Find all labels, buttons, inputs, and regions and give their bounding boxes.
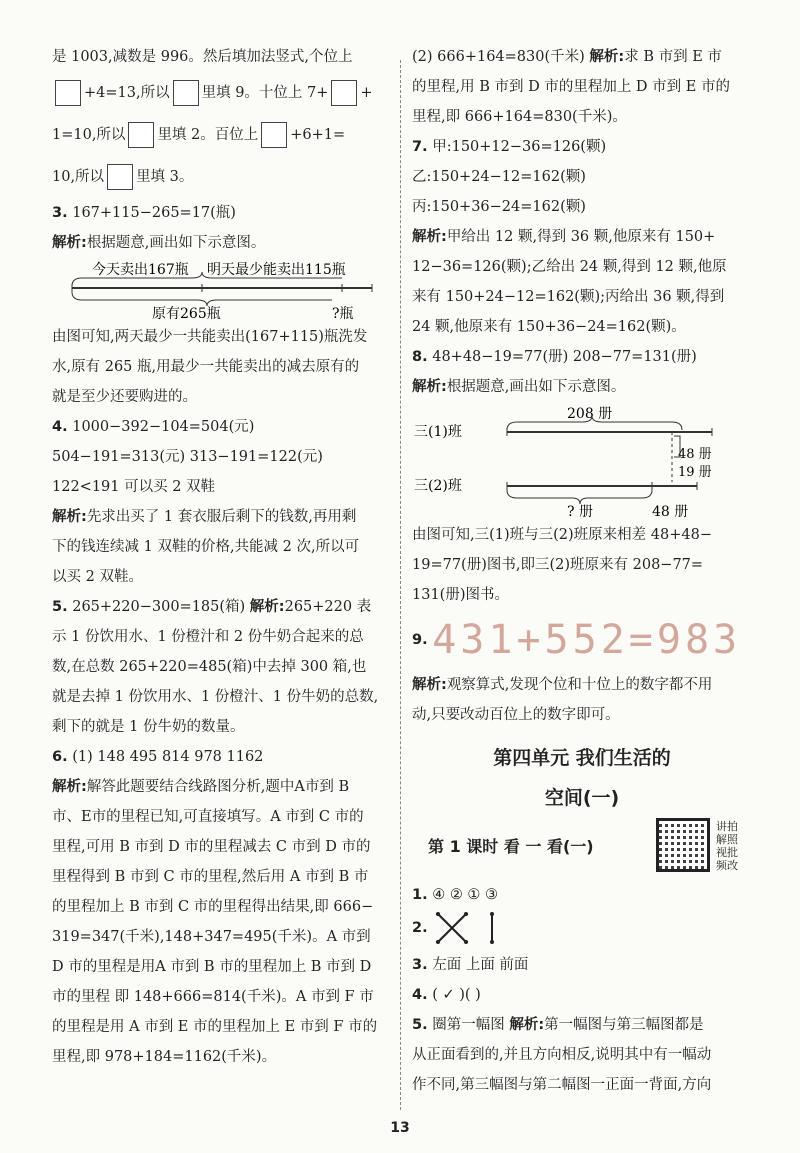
- matchstick-equation: 431+552=983: [432, 617, 742, 663]
- q3-diagram: [52, 258, 390, 322]
- right-column: (2) 666+164=830(千米) 解析:求 B 市到 E 市 的里程,用 B 市到 D 市的里程加上 D 市到 E 市的 里程,即 666+164=830(千米)。 7. 甲:150+12−36=126(颗) 乙:150+24−12=162(颗) 丙:150+36−24=162(颗) 解析:甲给出 12 颗,得到 36 颗,他原来有 150+ 12−36=126(颗);乙给出 24 颗,得到 12 颗,他原 来有 150+24−12=162(颗);丙给出 36 颗,得到 24 颗,他原来有 150+36−24=162(颗)。 8. 48+48−19=77(册) 208−77=131(册) 解析:根据题意,画出如下示意图。 208 册 三(1)班 48 册 19 册 三(2)班 ? 册 48 册 由图可知,三(1)班与三(2)班原来相差 48+48− 19=77(册)图书,即三(2)班原来有 208−77= 131(册)图书。 9. 431+552=983 解析:观察算式,发现个位和十位上的数字都不用 动,只要改动百位上的数字即可。 第四单元 我们生活的 空间(一) 第 1 课时 看 一 看(一) 讲拍解照视批频改 1. ④ ② ① ③ 2. 3. 左面 上面 前面 4. ( ✓ )( ) 5. 圈第一幅图 解析:第一幅图与第三幅图都是 从正面看到的,并且方向相反,说明其中有一幅动 作不同,第三幅图与第二幅图一正面一背面,方向: [412, 42, 752, 1100]
- label: 今天卖出167瓶: [92, 262, 189, 278]
- label: 48 册: [678, 447, 712, 462]
- q3-answer: 3. 167+115−265=17(瓶): [52, 205, 236, 221]
- blank-box: [107, 164, 133, 190]
- q7-answer: 7. 甲:150+12−36=126(颗): [412, 139, 607, 155]
- q8-answer: 8. 48+48−19=77(册) 208−77=131(册): [412, 349, 697, 365]
- line-segment-diagram: [412, 402, 752, 520]
- column-divider: [400, 60, 401, 1110]
- label: 208 册: [567, 406, 613, 422]
- blank-box: [331, 80, 357, 106]
- lesson-header: [412, 818, 752, 880]
- lesson-title: 第 1 课时 看 一 看(一): [428, 837, 594, 856]
- page-number: 13: [390, 1120, 410, 1136]
- cross-lines-icon: [432, 910, 512, 946]
- q5-answer: 5. 265+220−300=185(箱) 解析:265+220 表: [52, 599, 372, 615]
- label: 三(2)班: [414, 478, 462, 494]
- q4-answer: 4. 1000−392−104=504(元): [52, 419, 255, 435]
- label: 明天最少能卖出115瓶: [207, 262, 346, 278]
- q9-answer: 9. 431+552=983: [412, 610, 752, 670]
- label: 三(1)班: [414, 424, 462, 440]
- label: 48 册: [652, 504, 689, 520]
- blank-box: [173, 80, 199, 106]
- blank-box: [55, 80, 81, 106]
- label: 原有265瓶: [152, 306, 221, 322]
- blank-box: [261, 122, 287, 148]
- label: ? 册: [567, 504, 593, 520]
- box-explanation: +4=13,所以 里填 9。十位上 7+ + 1=10,所以 里填 2。百位上 +6+1= 10,所以 里填 3。: [52, 72, 390, 198]
- q6-answer: 6. (1) 148 495 814 978 1162: [52, 749, 264, 765]
- qr-code[interactable]: [656, 818, 710, 872]
- blank-box: [128, 122, 154, 148]
- qr-caption: 讲拍解照视批频改: [716, 820, 738, 872]
- label: ?瓶: [332, 306, 354, 322]
- left-column: 是 1003,减数是 996。然后填加法竖式,个位上 +4=13,所以 里填 9。十位上 7+ + 1=10,所以 里填 2。百位上 +6+1= 10,所以 里填 3。 3. 167+115−265=17(瓶) 解析:根据题意,画出如下示意图。 今天卖出167瓶 明天最少能卖出115瓶 原有265瓶 ?瓶 由图可知,两天最少一共能卖出(167+115)瓶洗发 水,原有 265 瓶,用最少一共能卖出的减去原有的 就是至少还要购进的。 4. 1000−392−104=504(元) 504−191=313(元) 313−191=122(元) 122<191 可以买 2 双鞋 解析:先求出买了 1 套衣服后剩下的钱数,再用剩 下的钱连续减 1 双鞋的价格,共能减 2 次,所以可 以买 2 双鞋。 5. 265+220−300=185(箱) 解析:265+220 表 示 1 份饮用水、1 份橙汁和 2 份牛奶合起来的总 数,在总数 265+220=485(箱)中去掉 300 箱,也 就是去掉 1 份饮用水、1 份橙汁、1 份牛奶的总数, 剩下的就是 1 份牛奶的数量。 6. (1) 148 495 814 978 1162 解析:解答此题要结合线路图分析,题中A市到 B 市、E市的里程已知,可直接填写。A 市到 C 市的 里程,可用 B 市到 D 市的里程减去 C 市到 D 市的 里程得到 B 市到 C 市的里程,然后用 A 市到 B 市 的里程加上 B 市到 C 市的里程得出结果,即 666− 319=347(千米),148+347=495(千米)。A 市到 D 市的里程是用A 市到 B 市的里程加上 B 市到 D 市的里程 即 148+666=814(千米)。A 市到 F 市 的里程是用 A 市到 E 市的里程加上 E 市到 F 市的 里程,即 978+184=1162(千米)。: [52, 42, 390, 1072]
- label: 19 册: [678, 465, 712, 480]
- line-segment-diagram: [52, 258, 390, 322]
- unit-title: 第四单元 我们生活的 空间(一): [493, 747, 671, 809]
- text-line: 是 1003,减数是 996。然后填加法竖式,个位上: [52, 49, 353, 65]
- q8-diagram: [412, 402, 752, 520]
